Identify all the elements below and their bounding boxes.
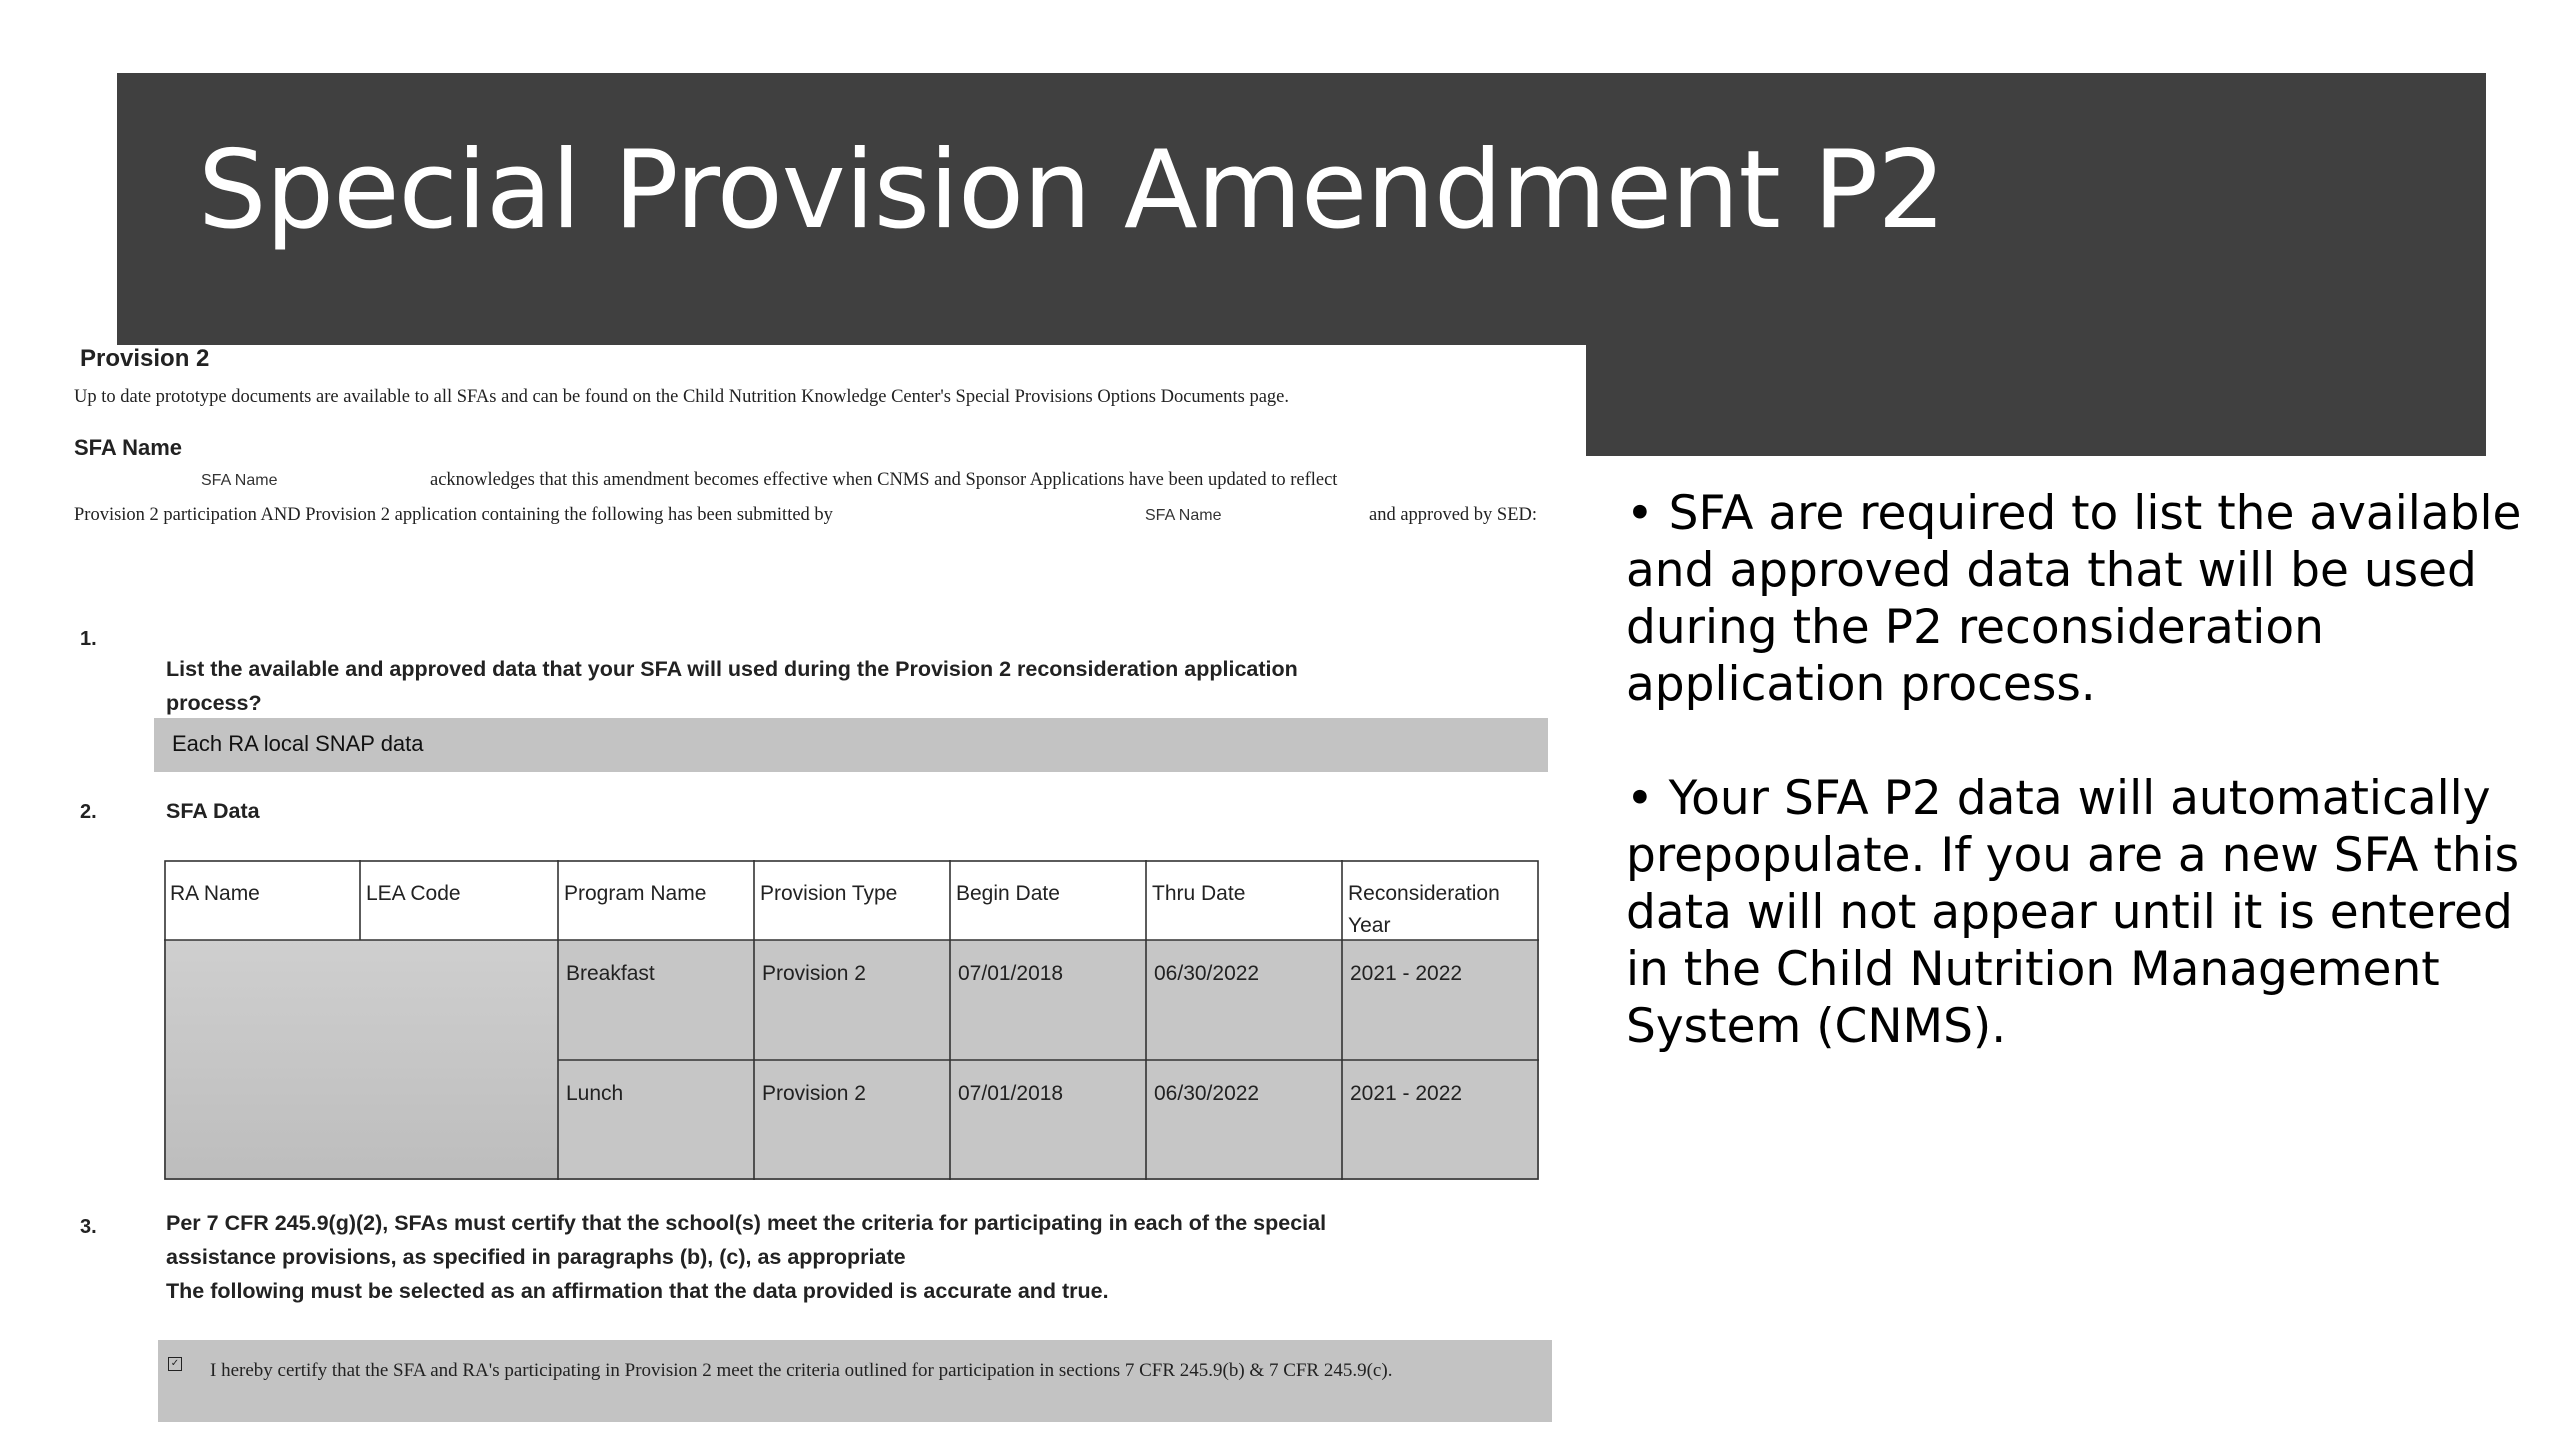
slide-title: Special Provision Amendment P2 (198, 128, 1945, 253)
acknowledgement-line-2: Provision 2 participation AND Provision 2 application containing the following has been submitted by (74, 505, 833, 525)
table-cell: 2021 - 2022 (1350, 962, 1463, 985)
question-3-line-2: assistance provisions, as specified in paragraphs (b), (c), as appropriate (166, 1245, 906, 1269)
table-header-cell: RA Name (170, 882, 260, 905)
question-1-number: 1. (80, 628, 97, 650)
ra-merged-cell (164, 940, 558, 1180)
bullet-2-text: Your SFA P2 data will automatically prepopulate. If you are a new SFA this data will not appear until it is entered in the Child Nutrition Management System (CNMS). (1626, 771, 2520, 1054)
bullet-1-text: SFA are required to list the available and approved data that will be used during the P2 reconsideration application process. (1626, 486, 2522, 712)
table-header-cell: Program Name (564, 882, 707, 905)
question-1-answer: Each RA local SNAP data (172, 731, 424, 756)
table-cell: 06/30/2022 (1154, 962, 1260, 985)
table-header-cell: Begin Date (956, 882, 1060, 905)
table-row-bg (558, 1060, 1539, 1180)
acknowledgement-line-2-end: and approved by SED: (1369, 505, 1538, 525)
table-header-cell: Thru Date (1152, 882, 1246, 905)
table-cell: 2021 - 2022 (1350, 1082, 1463, 1105)
table-cell: Breakfast (566, 962, 655, 985)
question-1-answer-field[interactable] (154, 718, 1548, 772)
sfa-name-field[interactable]: SFA Name (201, 472, 278, 489)
table-header-cell: Year (1348, 914, 1391, 937)
certification-box (158, 1340, 1552, 1422)
table-header-cell: Reconsideration (1348, 882, 1500, 905)
provision-heading: Provision 2 (80, 345, 210, 372)
table-cell: 06/30/2022 (1154, 1082, 1260, 1105)
bullet-2: • Your SFA P2 data will automatically prepopulate. If you are a new SFA this data will not appear until it is entered in the Child Nutrition Management System (CNMS). (1626, 771, 2520, 1054)
question-2-label: SFA Data (166, 799, 260, 823)
sfa-data-table (164, 860, 1604, 1190)
question-1-text-cont: process? (166, 691, 262, 715)
question-1-text: List the available and approved data that your SFA will used during the Provision 2 reconsideration application (166, 657, 1298, 681)
sfa-name-field-2[interactable]: SFA Name (1145, 507, 1222, 524)
table-header-cell: Provision Type (760, 882, 898, 905)
certify-checkbox[interactable]: ✓ (168, 1357, 182, 1371)
table-cell: 07/01/2018 (958, 962, 1064, 985)
question-3-line-3: The following must be selected as an affirmation that the data provided is accurate and true. (166, 1279, 1109, 1303)
sfa-name-heading: SFA Name (74, 435, 183, 460)
table-row-bg (558, 940, 1539, 1060)
question-2-number: 2. (80, 801, 97, 823)
certification-text: I hereby certify that the SFA and RA's participating in Provision 2 meet the criteria outlined for participation in sections 7 CFR 245.9(b) & 7 CFR 245.9(c). (210, 1360, 1393, 1381)
bullet-1: • SFA are required to list the available and approved data that will be used during the P2 reconsideration application process. (1626, 486, 2522, 712)
table-cell: Provision 2 (762, 962, 866, 985)
table-cell: Lunch (566, 1082, 624, 1105)
question-3-line-1: Per 7 CFR 245.9(g)(2), SFAs must certify that the school(s) meet the criteria for participating in each of the special (166, 1211, 1327, 1235)
bullet-list (1626, 485, 2526, 1112)
acknowledgement-line-1: acknowledges that this amendment becomes effective when CNMS and Sponsor Applications have been updated to reflect (430, 470, 1338, 490)
question-3-number: 3. (80, 1216, 97, 1238)
table-header-cell: LEA Code (366, 882, 461, 905)
table-cell: 07/01/2018 (958, 1082, 1064, 1105)
amendment-document (64, 345, 1586, 1440)
intro-text: Up to date prototype documents are available to all SFAs and can be found on the Child Nutrition Knowledge Center's Special Provisions Options Documents page. (74, 387, 1290, 407)
table-cell: Provision 2 (762, 1082, 866, 1105)
